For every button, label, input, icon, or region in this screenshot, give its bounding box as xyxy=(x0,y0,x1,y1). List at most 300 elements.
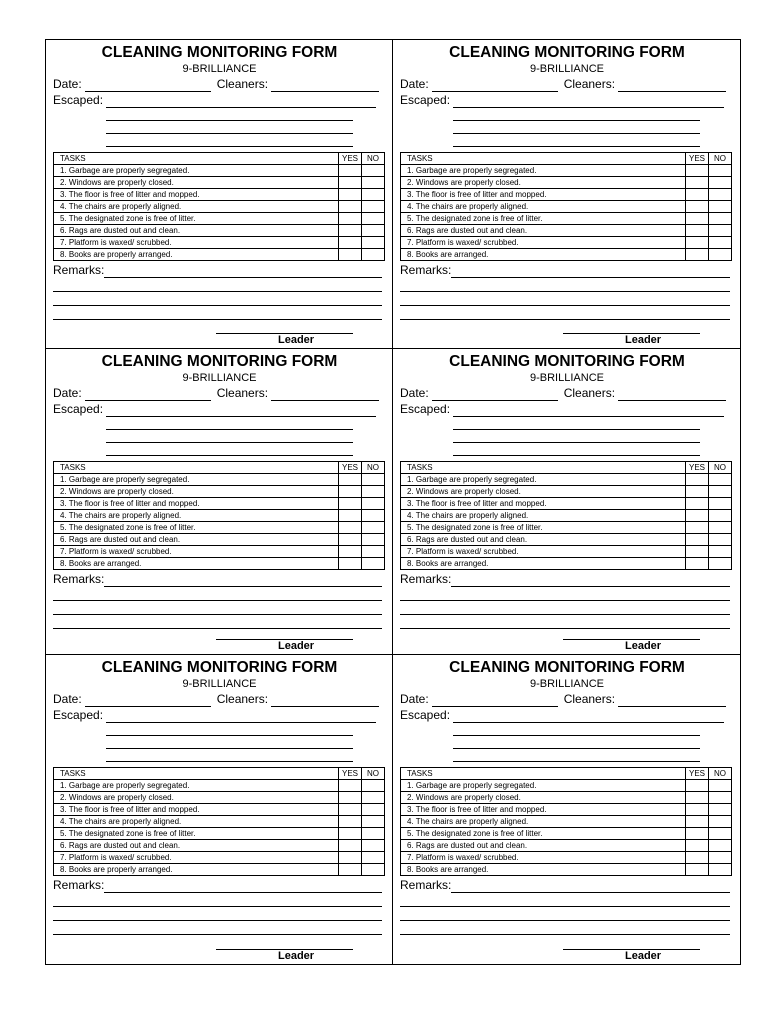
remarks-line[interactable] xyxy=(400,893,730,907)
no-checkbox[interactable] xyxy=(362,498,385,510)
yes-checkbox[interactable] xyxy=(339,534,362,546)
task-row xyxy=(401,534,732,546)
remarks-line[interactable] xyxy=(53,907,382,921)
yes-column-header: YES xyxy=(686,768,709,780)
no-checkbox[interactable] xyxy=(362,522,385,534)
no-checkbox[interactable] xyxy=(362,189,385,201)
section-name: 9-BRILLIANCE xyxy=(530,372,604,384)
no-checkbox[interactable] xyxy=(709,498,732,510)
yes-checkbox[interactable] xyxy=(339,522,362,534)
escaped-extra-line[interactable] xyxy=(453,443,700,456)
yes-checkbox[interactable] xyxy=(339,864,362,876)
cleaners-field[interactable] xyxy=(618,696,726,707)
escaped-extra-line[interactable] xyxy=(106,108,353,121)
remarks-field[interactable] xyxy=(104,266,382,278)
escaped-row xyxy=(400,707,734,723)
no-checkbox[interactable] xyxy=(709,852,732,864)
remarks-field[interactable] xyxy=(451,266,730,278)
yes-checkbox[interactable] xyxy=(686,486,709,498)
task-text: 3. The floor is free of litter and mopped. xyxy=(54,498,339,510)
task-row xyxy=(54,522,385,534)
date-label: Date: xyxy=(400,692,429,706)
yes-checkbox[interactable] xyxy=(686,816,709,828)
no-checkbox[interactable] xyxy=(709,177,732,189)
no-checkbox[interactable] xyxy=(709,189,732,201)
task-row xyxy=(401,816,732,828)
task-text: 5. The designated zone is free of litter. xyxy=(401,213,686,225)
tasks-header-row xyxy=(54,153,385,165)
cleaning-form xyxy=(393,655,740,964)
remarks-label: Remarks: xyxy=(53,572,105,586)
date-label: Date: xyxy=(53,386,82,400)
escaped-extra-line[interactable] xyxy=(106,736,353,749)
escaped-extra-line[interactable] xyxy=(453,736,700,749)
tasks-table xyxy=(53,767,385,876)
task-text: 5. The designated zone is free of litter. xyxy=(401,828,686,840)
task-text: 4. The chairs are properly aligned. xyxy=(54,510,339,522)
task-text: 8. Books are arranged. xyxy=(401,249,686,261)
remarks-line[interactable] xyxy=(53,921,382,935)
date-field[interactable] xyxy=(432,81,558,92)
yes-column-header: YES xyxy=(339,462,362,474)
cleaning-form xyxy=(46,40,393,349)
form-title: CLEANING MONITORING FORM xyxy=(101,659,338,676)
task-text: 7. Platform is waxed/ scrubbed. xyxy=(54,546,339,558)
remarks-line[interactable] xyxy=(53,587,382,601)
yes-checkbox[interactable] xyxy=(686,249,709,261)
task-text: 2. Windows are properly closed. xyxy=(54,177,339,189)
remarks-line[interactable] xyxy=(400,587,730,601)
task-row xyxy=(401,189,732,201)
tasks-column-header: TASKS xyxy=(54,462,339,474)
tasks-table xyxy=(53,152,385,261)
task-text: 5. The designated zone is free of litter. xyxy=(401,522,686,534)
remarks-line[interactable] xyxy=(400,615,730,629)
remarks-line[interactable] xyxy=(53,601,382,615)
task-row xyxy=(54,201,385,213)
no-checkbox[interactable] xyxy=(709,474,732,486)
remarks-field[interactable] xyxy=(104,881,382,893)
no-checkbox[interactable] xyxy=(362,816,385,828)
yes-column-header: YES xyxy=(686,462,709,474)
escaped-extra-line[interactable] xyxy=(453,430,700,443)
yes-checkbox[interactable] xyxy=(686,189,709,201)
task-text: 6. Rags are dusted out and clean. xyxy=(54,534,339,546)
tasks-table xyxy=(400,767,732,876)
task-row xyxy=(401,780,732,792)
tasks-header-row xyxy=(54,462,385,474)
tasks-column-header: TASKS xyxy=(54,768,339,780)
no-checkbox[interactable] xyxy=(709,804,732,816)
escaped-extra-line[interactable] xyxy=(106,749,353,762)
yes-checkbox[interactable] xyxy=(339,474,362,486)
remarks-line[interactable] xyxy=(400,601,730,615)
yes-checkbox[interactable] xyxy=(339,486,362,498)
yes-checkbox[interactable] xyxy=(339,828,362,840)
yes-checkbox[interactable] xyxy=(686,792,709,804)
yes-checkbox[interactable] xyxy=(339,792,362,804)
no-checkbox[interactable] xyxy=(709,522,732,534)
remarks-line[interactable] xyxy=(53,278,382,292)
escaped-row xyxy=(400,92,734,108)
cleaners-label: Cleaners: xyxy=(563,77,616,91)
task-row xyxy=(54,237,385,249)
task-text: 7. Platform is waxed/ scrubbed. xyxy=(54,237,339,249)
yes-checkbox[interactable] xyxy=(339,498,362,510)
no-checkbox[interactable] xyxy=(362,534,385,546)
yes-checkbox[interactable] xyxy=(686,558,709,570)
cleaning-form xyxy=(46,655,393,964)
no-checkbox[interactable] xyxy=(709,780,732,792)
yes-checkbox[interactable] xyxy=(686,804,709,816)
remarks-line[interactable] xyxy=(53,306,382,320)
no-checkbox[interactable] xyxy=(709,201,732,213)
yes-checkbox[interactable] xyxy=(686,522,709,534)
yes-checkbox[interactable] xyxy=(339,558,362,570)
remarks-field[interactable] xyxy=(451,575,730,587)
task-row xyxy=(401,558,732,570)
task-text: 6. Rags are dusted out and clean. xyxy=(401,225,686,237)
cleaners-field[interactable] xyxy=(271,390,379,401)
no-checkbox[interactable] xyxy=(709,213,732,225)
escaped-extra-line[interactable] xyxy=(106,417,353,430)
task-row xyxy=(54,546,385,558)
cleaners-label: Cleaners: xyxy=(216,386,269,400)
tasks-table xyxy=(53,461,385,570)
escaped-extra-line[interactable] xyxy=(453,108,700,121)
yes-checkbox[interactable] xyxy=(686,201,709,213)
no-checkbox[interactable] xyxy=(362,546,385,558)
escaped-extra-line[interactable] xyxy=(106,443,353,456)
task-text: 7. Platform is waxed/ scrubbed. xyxy=(401,852,686,864)
date-label: Date: xyxy=(53,77,82,91)
date-cleaners-row xyxy=(53,76,386,92)
task-text: 4. The chairs are properly aligned. xyxy=(401,201,686,213)
leader-label: Leader xyxy=(278,950,315,962)
task-text: 4. The chairs are properly aligned. xyxy=(401,510,686,522)
task-row xyxy=(54,558,385,570)
tasks-column-header: TASKS xyxy=(401,768,686,780)
task-row xyxy=(401,828,732,840)
no-checkbox[interactable] xyxy=(362,177,385,189)
cleaners-field[interactable] xyxy=(618,81,726,92)
yes-column-header: YES xyxy=(686,153,709,165)
no-checkbox[interactable] xyxy=(709,225,732,237)
yes-checkbox[interactable] xyxy=(686,474,709,486)
remarks-line[interactable] xyxy=(53,292,382,306)
yes-column-header: YES xyxy=(339,768,362,780)
tasks-table xyxy=(400,152,732,261)
remarks-label: Remarks: xyxy=(400,572,452,586)
no-checkbox[interactable] xyxy=(709,816,732,828)
no-checkbox[interactable] xyxy=(709,828,732,840)
no-checkbox[interactable] xyxy=(709,558,732,570)
yes-checkbox[interactable] xyxy=(686,852,709,864)
no-checkbox[interactable] xyxy=(362,804,385,816)
task-text: 2. Windows are properly closed. xyxy=(401,486,686,498)
no-checkbox[interactable] xyxy=(362,213,385,225)
escaped-label: Escaped: xyxy=(400,93,451,107)
task-text: 4. The chairs are properly aligned. xyxy=(401,816,686,828)
escaped-extra-line[interactable] xyxy=(106,134,353,147)
task-row xyxy=(401,522,732,534)
tasks-table xyxy=(400,461,732,570)
yes-checkbox[interactable] xyxy=(339,177,362,189)
escaped-extra-line[interactable] xyxy=(453,723,700,736)
date-label: Date: xyxy=(400,77,429,91)
task-text: 8. Books are arranged. xyxy=(401,558,686,570)
yes-checkbox[interactable] xyxy=(686,546,709,558)
task-row xyxy=(54,816,385,828)
task-row xyxy=(401,213,732,225)
form-title: CLEANING MONITORING FORM xyxy=(101,44,338,61)
task-row xyxy=(401,546,732,558)
task-row xyxy=(401,237,732,249)
task-row xyxy=(54,804,385,816)
task-row xyxy=(401,474,732,486)
section-name: 9-BRILLIANCE xyxy=(182,63,257,75)
date-cleaners-row xyxy=(400,76,734,92)
no-checkbox[interactable] xyxy=(709,534,732,546)
remarks-row xyxy=(53,262,386,278)
yes-checkbox[interactable] xyxy=(686,828,709,840)
leader-label: Leader xyxy=(625,640,662,652)
task-text: 6. Rags are dusted out and clean. xyxy=(54,225,339,237)
task-row xyxy=(401,840,732,852)
date-cleaners-row xyxy=(53,691,386,707)
remarks-line[interactable] xyxy=(53,893,382,907)
task-row xyxy=(401,486,732,498)
no-column-header: NO xyxy=(709,462,732,474)
remarks-label: Remarks: xyxy=(53,878,105,892)
no-checkbox[interactable] xyxy=(362,165,385,177)
no-checkbox[interactable] xyxy=(709,165,732,177)
escaped-extra-line[interactable] xyxy=(453,121,700,134)
form-title: CLEANING MONITORING FORM xyxy=(101,353,338,370)
cleaners-field[interactable] xyxy=(271,696,379,707)
section-name: 9-BRILLIANCE xyxy=(182,678,257,690)
date-label: Date: xyxy=(400,386,429,400)
escaped-field[interactable] xyxy=(453,406,724,417)
escaped-extra-line[interactable] xyxy=(106,430,353,443)
yes-checkbox[interactable] xyxy=(686,510,709,522)
task-row xyxy=(54,840,385,852)
tasks-header-row xyxy=(401,462,732,474)
no-checkbox[interactable] xyxy=(709,864,732,876)
no-checkbox[interactable] xyxy=(362,486,385,498)
cleaning-form xyxy=(393,40,740,349)
no-checkbox[interactable] xyxy=(709,792,732,804)
escaped-extra-line[interactable] xyxy=(453,417,700,430)
no-column-header: NO xyxy=(709,153,732,165)
task-text: 1. Garbage are properly segregated. xyxy=(401,165,686,177)
escaped-label: Escaped: xyxy=(53,402,104,416)
task-row xyxy=(401,177,732,189)
task-text: 3. The floor is free of litter and mopped. xyxy=(54,804,339,816)
tasks-header-row xyxy=(401,153,732,165)
no-checkbox[interactable] xyxy=(362,237,385,249)
yes-checkbox[interactable] xyxy=(339,225,362,237)
leader-label: Leader xyxy=(625,334,662,346)
task-text: 2. Windows are properly closed. xyxy=(401,177,686,189)
section-name: 9-BRILLIANCE xyxy=(182,372,257,384)
task-row xyxy=(54,780,385,792)
remarks-line[interactable] xyxy=(400,292,730,306)
tasks-column-header: TASKS xyxy=(401,462,686,474)
task-text: 1. Garbage are properly segregated. xyxy=(54,474,339,486)
remarks-line[interactable] xyxy=(400,306,730,320)
task-text: 2. Windows are properly closed. xyxy=(54,792,339,804)
escaped-extra-line[interactable] xyxy=(453,749,700,762)
escaped-extra-line[interactable] xyxy=(453,134,700,147)
date-field[interactable] xyxy=(85,81,211,92)
no-checkbox[interactable] xyxy=(362,840,385,852)
escaped-extra-line[interactable] xyxy=(106,723,353,736)
task-text: 3. The floor is free of litter and mopped. xyxy=(401,498,686,510)
remarks-label: Remarks: xyxy=(53,263,105,277)
task-text: 1. Garbage are properly segregated. xyxy=(54,165,339,177)
escaped-row xyxy=(53,92,386,108)
yes-checkbox[interactable] xyxy=(339,780,362,792)
date-field[interactable] xyxy=(85,696,211,707)
no-checkbox[interactable] xyxy=(709,840,732,852)
no-checkbox[interactable] xyxy=(709,510,732,522)
yes-checkbox[interactable] xyxy=(686,780,709,792)
no-checkbox[interactable] xyxy=(362,864,385,876)
yes-checkbox[interactable] xyxy=(339,510,362,522)
task-row xyxy=(54,852,385,864)
task-text: 7. Platform is waxed/ scrubbed. xyxy=(54,852,339,864)
task-row xyxy=(54,249,385,261)
date-field[interactable] xyxy=(85,390,211,401)
tasks-column-header: TASKS xyxy=(401,153,686,165)
yes-checkbox[interactable] xyxy=(339,201,362,213)
yes-checkbox[interactable] xyxy=(339,816,362,828)
escaped-row xyxy=(53,401,386,417)
yes-checkbox[interactable] xyxy=(339,237,362,249)
escaped-extra-line[interactable] xyxy=(106,121,353,134)
no-checkbox[interactable] xyxy=(362,558,385,570)
yes-checkbox[interactable] xyxy=(339,852,362,864)
remarks-line[interactable] xyxy=(53,615,382,629)
remarks-line[interactable] xyxy=(400,907,730,921)
yes-checkbox[interactable] xyxy=(686,840,709,852)
task-text: 1. Garbage are properly segregated. xyxy=(54,780,339,792)
no-checkbox[interactable] xyxy=(362,510,385,522)
no-checkbox[interactable] xyxy=(709,237,732,249)
date-cleaners-row xyxy=(400,691,734,707)
section-name: 9-BRILLIANCE xyxy=(530,678,604,690)
yes-checkbox[interactable] xyxy=(686,165,709,177)
no-checkbox[interactable] xyxy=(362,249,385,261)
remarks-line[interactable] xyxy=(400,278,730,292)
form-title: CLEANING MONITORING FORM xyxy=(449,353,685,370)
task-text: 6. Rags are dusted out and clean. xyxy=(401,534,686,546)
no-checkbox[interactable] xyxy=(709,486,732,498)
yes-checkbox[interactable] xyxy=(339,213,362,225)
task-row xyxy=(401,165,732,177)
task-text: 7. Platform is waxed/ scrubbed. xyxy=(401,237,686,249)
remarks-line[interactable] xyxy=(400,921,730,935)
remarks-label: Remarks: xyxy=(400,878,452,892)
no-column-header: NO xyxy=(362,462,385,474)
yes-checkbox[interactable] xyxy=(339,165,362,177)
task-text: 5. The designated zone is free of litter. xyxy=(54,828,339,840)
yes-checkbox[interactable] xyxy=(686,225,709,237)
yes-checkbox[interactable] xyxy=(686,213,709,225)
task-text: 3. The floor is free of litter and mopped. xyxy=(401,189,686,201)
leader-label: Leader xyxy=(278,640,315,652)
task-text: 5. The designated zone is free of litter. xyxy=(54,213,339,225)
date-label: Date: xyxy=(53,692,82,706)
task-text: 8. Books are arranged. xyxy=(54,558,339,570)
escaped-field[interactable] xyxy=(106,406,376,417)
date-cleaners-row xyxy=(400,385,734,401)
form-title: CLEANING MONITORING FORM xyxy=(449,659,685,676)
remarks-field[interactable] xyxy=(104,575,382,587)
escaped-field[interactable] xyxy=(106,97,376,108)
yes-checkbox[interactable] xyxy=(339,804,362,816)
no-checkbox[interactable] xyxy=(709,249,732,261)
no-checkbox[interactable] xyxy=(362,225,385,237)
no-checkbox[interactable] xyxy=(362,852,385,864)
date-field[interactable] xyxy=(432,696,558,707)
escaped-field[interactable] xyxy=(106,712,376,723)
task-row xyxy=(401,201,732,213)
cleaners-field[interactable] xyxy=(271,81,379,92)
task-text: 8. Books are arranged. xyxy=(401,864,686,876)
no-checkbox[interactable] xyxy=(362,828,385,840)
date-field[interactable] xyxy=(432,390,558,401)
remarks-row xyxy=(400,571,734,587)
no-checkbox[interactable] xyxy=(362,792,385,804)
escaped-row xyxy=(400,401,734,417)
task-text: 4. The chairs are properly aligned. xyxy=(54,201,339,213)
cleaners-label: Cleaners: xyxy=(563,386,616,400)
no-checkbox[interactable] xyxy=(362,201,385,213)
yes-checkbox[interactable] xyxy=(339,546,362,558)
yes-checkbox[interactable] xyxy=(686,864,709,876)
no-checkbox[interactable] xyxy=(362,780,385,792)
no-checkbox[interactable] xyxy=(362,474,385,486)
task-row xyxy=(54,510,385,522)
task-text: 5. The designated zone is free of litter. xyxy=(54,522,339,534)
yes-checkbox[interactable] xyxy=(686,237,709,249)
task-text: 1. Garbage are properly segregated. xyxy=(401,780,686,792)
yes-checkbox[interactable] xyxy=(686,534,709,546)
no-checkbox[interactable] xyxy=(709,546,732,558)
escaped-row xyxy=(53,707,386,723)
task-text: 8. Books are properly arranged. xyxy=(54,249,339,261)
yes-checkbox[interactable] xyxy=(686,498,709,510)
yes-checkbox[interactable] xyxy=(339,249,362,261)
remarks-row xyxy=(53,877,386,893)
cleaners-field[interactable] xyxy=(618,390,726,401)
escaped-field[interactable] xyxy=(453,712,724,723)
remarks-field[interactable] xyxy=(451,881,730,893)
task-row xyxy=(401,510,732,522)
yes-checkbox[interactable] xyxy=(686,177,709,189)
yes-checkbox[interactable] xyxy=(339,840,362,852)
escaped-label: Escaped: xyxy=(400,402,451,416)
tasks-header-row xyxy=(54,768,385,780)
yes-checkbox[interactable] xyxy=(339,189,362,201)
no-column-header: NO xyxy=(362,768,385,780)
escaped-field[interactable] xyxy=(453,97,724,108)
task-text: 8. Books are properly arranged. xyxy=(54,864,339,876)
escaped-label: Escaped: xyxy=(53,708,104,722)
forms-sheet xyxy=(45,39,741,965)
